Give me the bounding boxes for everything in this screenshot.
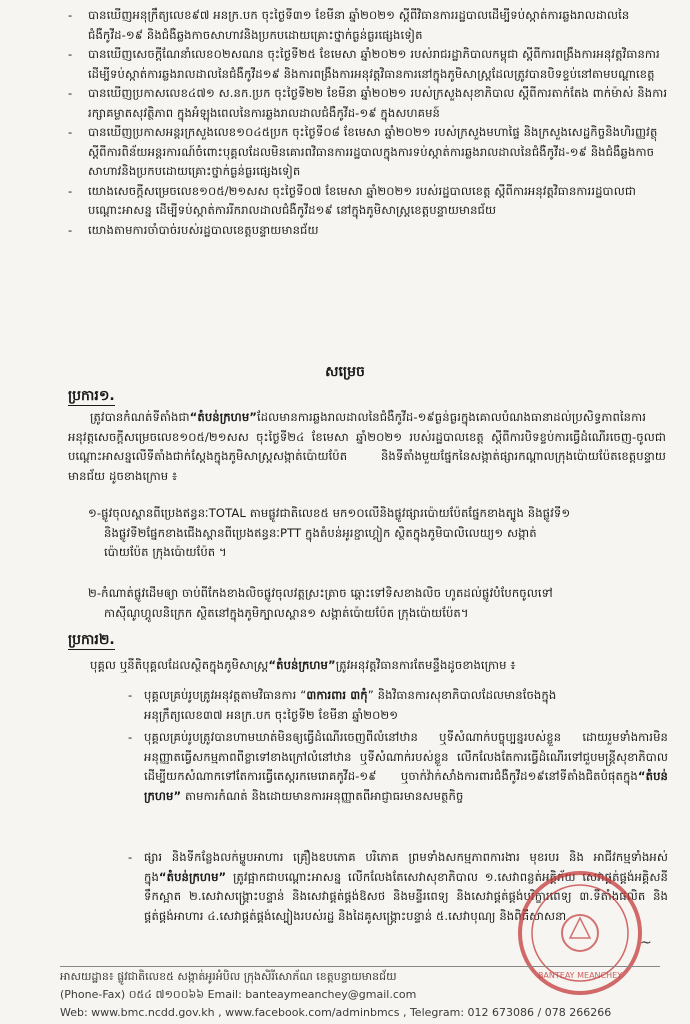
reference-item: - បានឃើញអនុក្រឹត្យលេខ៩៧ អនក្រ.បក ចុះថ្ងៃទី៣១ ខែមីនា ឆ្នាំ២០២១ ស្តីពីវិធានការរដ្ឋបាលដើម្បីទប់ស្កាត់ការឆ្លងរាលដាលនៃជំងឺកូវីដ-១៩ និងជំងឺឆ្លងកាចសាហាវនិងប្រកបដោយគ្រោះថ្នាក់ធ្ងន់ធ្ងរផ្សេងទៀត	[68, 6, 668, 45]
article-2-bullet-2: - បុគ្គលគ្រប់រូបត្រូវបានហាមឃាត់មិនឲ្យធ្វើដំណើរចេញពីលំនៅឋាន ឬទីសំណាក់បច្ចុប្បន្នរបស់ខ្លួន ដោយរួមទាំងការមិនអនុញ្ញាតធ្វើសកម្មភាពពីខ្លាទៅខាងក្រៅលំនៅឋាន ឬទីសំណាក់របស់ខ្លួន លើកលែងតែការធ្វើដំណើរទៅជួបមន្ត្រីសុខាភិបាល ដើម្បីយកសំណាកទៅតែការធ្វើតេស្តរកមេរោគកូវីដ-១៩ ឬចាក់វ៉ាក់សាំងការពារជំងឺកូវីដ១៩នៅទីតាំងជិតបំផុតក្នុង“តំបន់ក្រហម” តាមការកំណត់ និងដោយមានការអនុញ្ញាតពីអាជ្ញាធរមានសមត្ថកិច្ច	[128, 730, 668, 803]
article-1-para-start: ត្រូវបានកំណត់ទីតាំងជា	[90, 410, 190, 424]
reference-text: បានឃើញប្រកាសអន្តរក្រសួងលេខ១០៤៥ប្រក ចុះថ្ងៃទី០៨ ខែមេសា ឆ្នាំ២០២១ របស់ក្រសួងមហាផ្ទៃ និងក្រសួងសេដ្ឋកិច្ចនិងហិរញ្ញវត្ថុ ស្តីពីការពិន័យអន្តរការណ៍ចំពោះបុគ្គលដែលមិនគោរពវិធានការរដ្ឋបាលក្នុងការទប់ស្កាត់ការឆ្លងរាលដាលនៃជំងឺកូវីដ-១៩ និងជំងឺឆ្លងកាចសាហាវនិងប្រកបដោយគ្រោះថ្នាក់ធ្ងន់ធ្ងរផ្សេងទៀត	[88, 125, 658, 178]
reference-item: - យោងតាមការចាំបាច់របស់រដ្ឋបាលខេត្តបន្ទាយមានជ័យ	[68, 221, 668, 241]
stamp-text: BANTEAY MEANCHEY	[537, 971, 623, 980]
footer-divider	[60, 966, 660, 967]
item-2-line: កាស៊ីណូហ្គូលនិក្រេក ស្ថិតនៅក្នុងភូមិក្បាលស្ពាន១ សង្កាត់ប៉ោយប៉ែត ក្រុងប៉ោយប៉ែត។	[104, 605, 469, 620]
three-protect-label: ៣ការពារ ៣កុំ	[306, 688, 368, 702]
reference-item: - បានឃើញប្រកាសអន្តរក្រសួងលេខ១០៤៥ប្រក ចុះថ្ងៃទី០៨ ខែមេសា ឆ្នាំ២០២១ របស់ក្រសួងមហាផ្ទៃ និងក្រសួងសេដ្ឋកិច្ចនិងហិរញ្ញវត្ថុ ស្តីពីការពិន័យអន្តរការណ៍ចំពោះបុគ្គលដែលមិនគោរពវិធានការរដ្ឋបាលក្នុងការទប់ស្កាត់ការឆ្លងរាលដាលនៃជំងឺកូវីដ-១៩ និងជំងឺឆ្លងកាចសាហាវនិងប្រកបដោយគ្រោះថ្នាក់ធ្ងន់ធ្ងរផ្សេងទៀត	[68, 123, 668, 182]
footer-phone: (Phone-Fax) ០៥៤ ៧១០០៦៦	[60, 988, 205, 1001]
section-title: សម្រេច	[325, 364, 365, 380]
b1-line2: អនុក្រឹត្យលេខ៣៧ អនក្រ.បក ចុះថ្ងៃទី២ ខែមីនា ឆ្នាំ២០២១	[144, 707, 399, 722]
article-1-item-1	[88, 504, 666, 563]
footer-address: អាសយដ្ឋាន៖ ផ្លូវជាតិលេខ៥ សង្កាត់អូរអំបិល ក្រុងសិរីសោភ័ណ ខេត្តបន្ទាយមានជ័យ	[60, 970, 397, 983]
b3-text: ផ្សារ និងទីកន្លែងលក់ម្ហូបអាហារ គ្រឿងឧបភោគ បរិភោគ ព្រមទាំងសកម្មភាពការងារ មុខរបរ និង អាជីវកម្មទាំងអស់ក្នុង	[144, 850, 668, 884]
footer-email: Email: banteaymeanchey@gmail.com	[207, 988, 417, 1001]
signature-mark: ~	[640, 935, 652, 951]
red-zone-label: “តំបន់ក្រហម”	[189, 410, 257, 424]
article-2-bullet-3: - ផ្សារ និងទីកន្លែងលក់ម្ហូបអាហារ គ្រឿងឧបភោគ បរិភោគ ព្រមទាំងសកម្មភាពការងារ មុខរបរ និង អាជីវកម្មទាំងអស់ក្នុង“តំបន់ក្រហម” ត្រូវផ្អាកជាបណ្តោះអាសន្ន លើកលែងតែសេវាសុខាភិបាល ១.សេវាពន្លត់អគ្គិភ័យ សេវាផ្គត់ផ្គង់អគ្គិសនី ទឹកស្អាត ២.សេវាសង្គ្រោះបន្ទាន់ និងសេវាផ្គត់ផ្គង់ឱសថ និងមន្ទីរពេទ្យ និងសេវាផ្គត់ផ្គង់បរិក្ខារពេទ្យ ៣.ទីតាំងផលិត និងផ្គត់ផ្គង់អាហារ ៤.សេវាផ្គត់ផ្គង់ស្បៀងរបស់រដ្ឋ និងដៃគូសង្គ្រោះបន្ទាន់ ៥.សេវាបុណ្យ និងពិធីសាសនា	[128, 850, 668, 923]
article-1-heading	[68, 386, 115, 407]
footer: អាសយដ្ឋាន៖ ផ្លូវជាតិលេខ៥ សង្កាត់អូរអំបិល ក្រុងសិរីសោភ័ណ ខេត្តបន្ទាយមានជ័យ (Phone-Fax) ០៥៤ ៧១០០៦៦ Email: banteaymeanchey@gmail.com Web: www.bmc.ncdd.gov.kh , www.facebook.com/adminbmcs , Telegram: 012 673086 / 078 266266	[60, 968, 660, 1022]
reference-item: - យោងសេចក្តីសម្រេចលេខ១០៥/២១សស ចុះថ្ងៃទី០៧ ខែមេសា ឆ្នាំ២០២១ របស់រដ្ឋបាលខេត្ត ស្តីពីការអនុវត្តវិធានការរដ្ឋបាលជាបណ្តោះអាសន្ន ដើម្បីទប់ស្កាត់ការរីករាលដាលជំងឺកូវីដ១៩ នៅក្នុងភូមិសាស្ត្រខេត្តបន្ទាយមានជ័យ	[68, 182, 668, 221]
reference-text: យោងតាមការចាំបាច់របស់រដ្ឋបាលខេត្តបន្ទាយមានជ័យ	[88, 222, 319, 237]
footer-facebook: www.facebook.com/adminbmcs	[225, 1006, 400, 1019]
article-1-heading-text: ប្រការ១.	[68, 388, 115, 404]
red-zone-label: “តំបន់ក្រហម”	[144, 769, 668, 803]
article-2-intro-end: ត្រូវអនុវត្តវិធានការតែមន្ទឹងដូចខាងក្រោម ៖	[335, 658, 516, 672]
reference-text: យោងសេចក្តីសម្រេចលេខ១០៥/២១សស ចុះថ្ងៃទី០៧ ខែមេសា ឆ្នាំ២០២១ របស់រដ្ឋបាលខេត្ត ស្តីពីការអនុវត្តវិធានការរដ្ឋបាលជាបណ្តោះអាសន្ន ដើម្បីទប់ស្កាត់ការរីករាលដាលជំងឺកូវីដ១៩ នៅក្នុងភូមិសាស្ត្រខេត្តបន្ទាយមានជ័យ	[88, 183, 636, 217]
reference-text: បានឃើញប្រកាសលេខ៤៧១ ស.នក.ប្រក ចុះថ្ងៃទី២២ ខែមីនា ឆ្នាំ២០២១ របស់ក្រសួងសុខាភិបាល ស្តីពីការតាក់តែង ពាក់ម៉ាស់ និងការរក្សាគម្លាតសុវត្ថិភាព ក្នុងអំឡុងពេលនៃការឆ្លងរាលដាលជំងឺកូវីដ-១៩ ក្នុងសហគមន៍	[88, 86, 668, 120]
item-1-line: និងផ្លូវទី២ផ្នែកខាងជើងស្ពានពីប្រេងឥន្ធនៈPTT ក្នុងតំបន់អូរខ្ជាហ្គៀក ស្ថិតក្នុងភូមិបាលិលេយ្យ១ សង្កាត់	[104, 525, 537, 540]
article-2-intro-start: បុគ្គល ឬនីតិបុគ្គលដែលស្ថិតក្នុងភូមិសាស្ត្រ	[90, 658, 269, 672]
red-zone-label: “តំបន់ក្រហម”	[158, 869, 227, 884]
article-1-para-rest: ដែលមានការឆ្លងរាលដាលនៃជំងឺកូវីដ-១៩ធ្ងន់ធ្ងរក្នុងគោលបំណងធានាដល់ប្រសិទ្ធភាពនៃការអនុវត្តសេចក្តីសម្រេចលេខ១០៥/២១សស ចុះថ្ងៃទី២៤ ខែមេសា ឆ្នាំ២០២១ របស់រដ្ឋបាលខេត្ត ស្តីពីការបិទខ្ទប់ការធ្វើដំណើរចេញ-ចូលជាបណ្តោះអាសន្នលើទីតាំងជាក់ស្តែងក្នុងភូមិសាស្ត្រសង្កាត់ប៉ោយប៉ែត និងទីតាំងមួយផ្នែកនៃសង្កាត់ផ្សារកណ្តាលក្រុងប៉ោយប៉ែតខេត្តបន្ទាយមានជ័យ ដូចខាងក្រោម ៖	[68, 410, 666, 483]
reference-item: - បានឃើញសេចក្តីណែនាំលេខ០២សណន ចុះថ្ងៃទី២៥ ខែមេសា ឆ្នាំ២០២១ របស់រាជរដ្ឋាភិបាលកម្ពុជា ស្តីពីការពង្រឹងការអនុវត្តវិធានការដើម្បីទប់ស្កាត់ការឆ្លងរាលដាលនៃជំងឺកូវីដ១៩ និងការពង្រឹងការអនុវត្តវិធានការនៅក្នុងភូមិសាស្ត្រដែលត្រូវបានបិទខ្ទប់នៅតាមបណ្តាខេត្ត	[68, 45, 668, 84]
article-2-intro	[68, 656, 666, 676]
red-zone-label: “តំបន់ក្រហម”	[268, 658, 336, 672]
article-2-bullet-1: - បុគ្គលគ្រប់រូបត្រូវអនុវត្តតាមវិធានការ “៣ការពារ ៣កុំ” និងវិធានការសុខាភិបាលដែលមានចែងក្នុង អនុក្រឹត្យលេខ៣៧ អនក្រ.បក ចុះថ្ងៃទី២ ខែមីនា ឆ្នាំ២០២១	[128, 688, 557, 722]
reference-text: បានឃើញសេចក្តីណែនាំលេខ០២សណន ចុះថ្ងៃទី២៥ ខែមេសា ឆ្នាំ២០២១ របស់រាជរដ្ឋាភិបាលកម្ពុជា ស្តីពីការពង្រឹងការអនុវត្តវិធានការដើម្បីទប់ស្កាត់ការឆ្លងរាលដាលនៃជំងឺកូវីដ១៩ និងការពង្រឹងការអនុវត្តវិធានការនៅក្នុងភូមិសាស្ត្រដែលត្រូវបានបិទខ្ទប់នៅតាមបណ្តាខេត្ត	[88, 47, 660, 81]
reference-list	[68, 6, 668, 240]
b1-part: ” និងវិធានការសុខាភិបាលដែលមានចែងក្នុង	[367, 688, 557, 702]
b3-end: ត្រូវផ្អាកជាបណ្តោះអាសន្ន លើកលែងតែសេវាសុខាភិបាល ១.សេវាពន្លត់អគ្គិភ័យ សេវាផ្គត់ផ្គង់អគ្គិសនី ទឹកស្អាត ២.សេវាសង្គ្រោះបន្ទាន់ និងសេវាផ្គត់ផ្គង់ឱសថ និងមន្ទីរពេទ្យ និងសេវាផ្គត់ផ្គង់បរិក្ខារពេទ្យ ៣.ទីតាំងផលិត និងផ្គត់ផ្គង់អាហារ ៤.សេវាផ្គត់ផ្គង់ស្បៀងរបស់រដ្ឋ និងដៃគូសង្គ្រោះបន្ទាន់ ៥.សេវាបុណ្យ និងពិធីសាសនា	[144, 869, 668, 923]
article-1-item-2	[88, 584, 666, 623]
reference-item: - បានឃើញប្រកាសលេខ៤៧១ ស.នក.ប្រក ចុះថ្ងៃទី២២ ខែមីនា ឆ្នាំ២០២១ របស់ក្រសួងសុខាភិបាល ស្តីពីការតាក់តែង ពាក់ម៉ាស់ និងការរក្សាគម្លាតសុវត្ថិភាព ក្នុងអំឡុងពេលនៃការឆ្លងរាលដាលជំងឺកូវីដ-១៩ ក្នុងសហគមន៍	[68, 84, 668, 123]
b2-end: តាមការកំណត់ និងដោយមានការអនុញ្ញាតពីអាជ្ញាធរមានសមត្ថកិច្ច	[181, 788, 464, 803]
item-1-line: ប៉ោយប៉ែត ក្រុងប៉ោយប៉ែត ។	[104, 545, 227, 559]
article-2-heading-text: ប្រការ២.	[68, 632, 115, 648]
b1-part: បុគ្គលគ្រប់រូបត្រូវអនុវត្តតាមវិធានការ “	[144, 688, 307, 702]
reference-text: បានឃើញអនុក្រឹត្យលេខ៩៧ អនក្រ.បក ចុះថ្ងៃទី៣១ ខែមីនា ឆ្នាំ២០២១ ស្តីពីវិធានការរដ្ឋបាលដើម្បីទប់ស្កាត់ការឆ្លងរាលដាលនៃជំងឺកូវីដ-១៩ និងជំងឺឆ្លងកាចសាហាវនិងប្រកបដោយគ្រោះថ្នាក់ធ្ងន់ធ្ងរផ្សេងទៀត	[88, 8, 630, 42]
article-1-paragraph	[68, 408, 666, 486]
article-2-heading	[68, 630, 115, 651]
b2-text: បុគ្គលគ្រប់រូបត្រូវបានហាមឃាត់មិនឲ្យធ្វើដំណើរចេញពីលំនៅឋាន ឬទីសំណាក់បច្ចុប្បន្នរបស់ខ្លួន ដោយរួមទាំងការមិនអនុញ្ញាតធ្វើសកម្មភាពពីខ្លាទៅខាងក្រៅលំនៅឋាន ឬទីសំណាក់របស់ខ្លួន លើកលែងតែការធ្វើដំណើរទៅជួបមន្ត្រីសុខាភិបាល ដើម្បីយកសំណាកទៅតែការធ្វើតេស្តរកមេរោគកូវីដ-១៩ ឬចាក់វ៉ាក់សាំងការពារជំងឺកូវីដ១៩នៅទីតាំងជិតបំផុតក្នុង	[144, 730, 668, 783]
item-2-line: ២-កំណាត់ផ្លូវដើមឲ្យា ចាប់ពីកែងខាងលិចផ្លូវចុលវត្តស្រះត្រាច ឆ្ពោះទៅទិសខាងលិច ហូតដល់ផ្លូវបំបែកចូលទៅ	[88, 586, 553, 600]
item-1-line: ១-ផ្លូវចុលស្ពានពីប្រេងឥន្ធនៈTOTAL តាមផ្លូវជាតិលេខ៥ មក១០លើនិងផ្លូវផ្សារប៉ោយប៉ែតផ្នែកខាងត្បូង និងផ្លូវទី១	[88, 506, 571, 520]
footer-web: Web: www.bmc.ncdd.gov.kh	[60, 1006, 215, 1019]
footer-telegram: Telegram: 012 673086 / 078 266266	[409, 1006, 612, 1019]
